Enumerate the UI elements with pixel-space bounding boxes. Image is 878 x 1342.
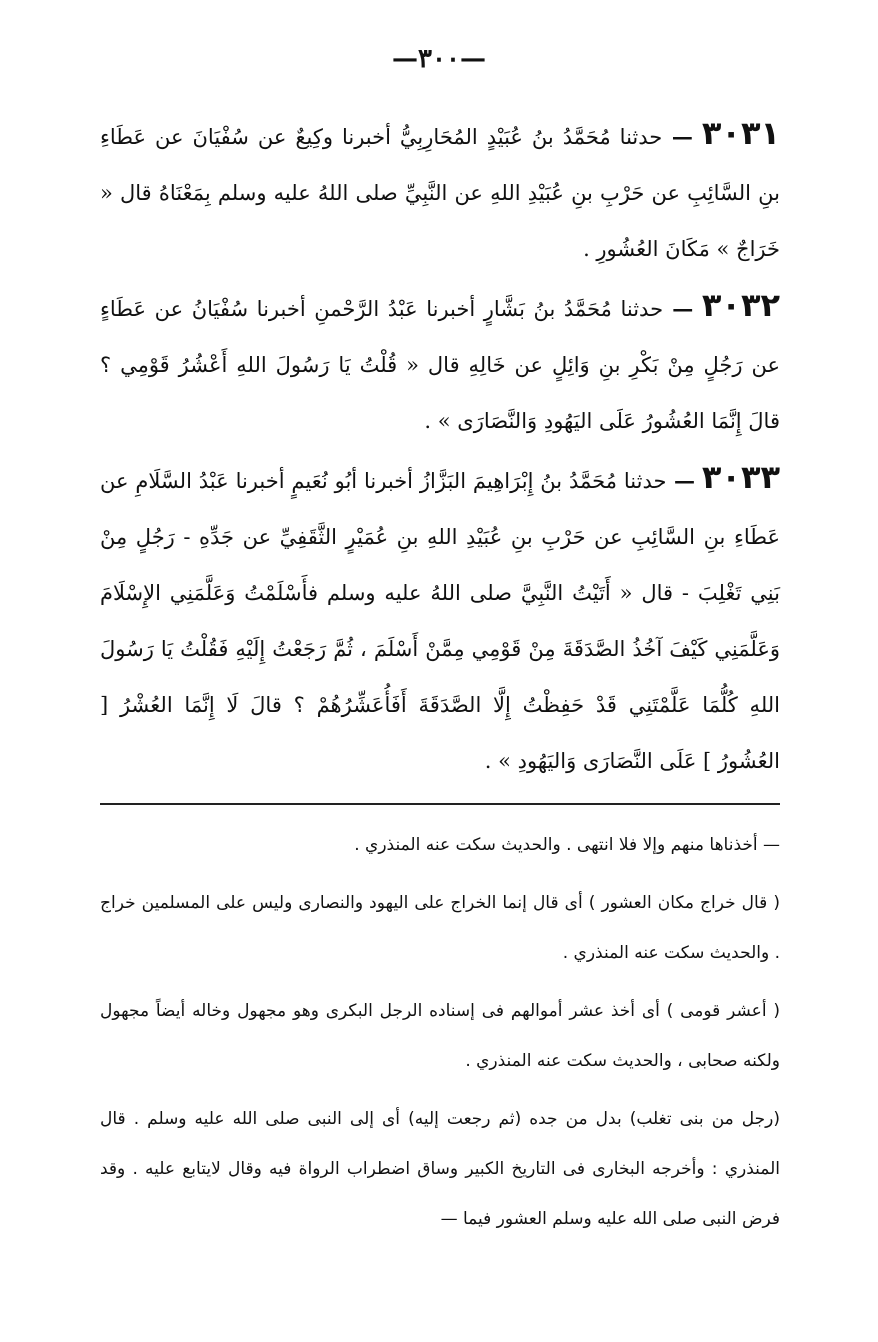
footnote: ( قال خراج مكان العشور ) أى قال إنما الخراج على اليهود والنصارى وليس على المسلمين خراج . والحديث سكت عنه المنذري .	[100, 893, 780, 963]
footnotes-block	[100, 820, 780, 1244]
hadith-dash: —	[663, 296, 694, 321]
footnote: ( أعشر قومى ) أى أخذ عشر أموالهم فى إسناده الرجل البكرى وهو مجهول وخاله أيضاً مجهول ولكنه صحابى ، والحديث سكت عنه المنذري .	[100, 1001, 780, 1071]
hadith-text: حدثنا مُحَمَّدُ بنُ بَشَّارٍ أخبرنا عَبْدُ الرَّحْمنِ أخبرنا سُفْيَانُ عن عَطَاءٍ عن رَجُلٍ مِنْ بَكْرِ بنِ وَائِلٍ عن خَالِهِ قال « قُلْتُ يَا رَسُولَ اللهِ أَعْشُرُ قَوْمِي ؟ قالَ إِنَّمَا العُشُورُ عَلَى اليَهُودِ وَالنَّصَارَى » .	[100, 297, 780, 433]
hadith-3032	[100, 277, 780, 449]
hadith-dash: —	[662, 124, 693, 149]
footnote: — أخذناها منهم وإلا فلا انتهى . والحديث سكت عنه المنذري .	[354, 835, 780, 855]
hadith-text: حدثنا مُحَمَّدُ بنُ إِبْرَاهِيمَ البَزَّازُ أخبرنا أبُو نُعَيمٍ أخبرنا عَبْدُ السَّلَامِ عن عَطَاءِ بنِ السَّائِبِ عن حَرْبِ بنِ عُبَيْدِ اللهِ بنِ عُمَيْرٍ الثَّقَفِيِّ عن جَدِّهِ - رَجُلٍ مِنْ بَنِي تَغْلِبَ - قال « أَتَيْتُ النَّبِيَّ صلى اللهُ عليه وسلم فأَسْلَمْتُ وَعَلَّمَنِي الإِسْلَامَ وَعَلَّمَنِي كَيْفَ آخُذُ الصَّدَقَةَ مِنْ قَوْمِي مِمَّنْ أَسْلَمَ ، ثُمَّ رَجَعْتُ إِلَيْهِ فَقُلْتُ يَا رَسُولَ اللهِ كُلُّمَا عَلَّمْتَنِي قَدْ حَفِظْتُ إِلَّا الصَّدَقَةَ أَفَأُعَشِّرُهُمْ ؟ قالَ لَا إِنَّمَا العُشْرُ [ العُشُورُ ] عَلَى النَّصَارَى وَاليَهُودِ » .	[100, 469, 780, 773]
hadith-number: ٣٠٣٣	[701, 458, 780, 496]
hadith-text: حدثنا مُحَمَّدُ بنُ عُبَيْدٍ المُحَارِبِيُّ أخبرنا وكِيعٌ عن سُفْيَانَ عن عَطَاءِ بنِ السَّائِبِ عن حَرْبِ بنِ عُبَيْدِ اللهِ عن النَّبِيِّ صلى اللهُ عليه وسلم بِمَعْنَاهُ قال « خَرَاجٌ » مَكَانَ العُشُورِ .	[100, 125, 780, 261]
hadith-3031	[100, 105, 780, 277]
page-number: —٣٠٠—	[392, 44, 486, 74]
hadith-3033	[100, 449, 780, 789]
hadith-dash: —	[666, 468, 695, 493]
hadith-number: ٣٠٣١	[701, 114, 780, 152]
footnote: (رجل من بنى تغلب) بدل من جده (ثم رجعت إليه) أى إلى النبى صلى الله عليه وسلم . قال المنذري : وأخرجه البخارى فى التاريخ الكبير وساق اضطراب الرواة فيه وقال لايتابع عليه . وقد فرض النبى صلى الله عليه وسلم العشور فيما —	[100, 1109, 780, 1229]
hadith-text-block	[100, 105, 780, 789]
footnote-divider	[100, 803, 780, 805]
hadith-number: ٣٠٣٢	[701, 286, 781, 324]
